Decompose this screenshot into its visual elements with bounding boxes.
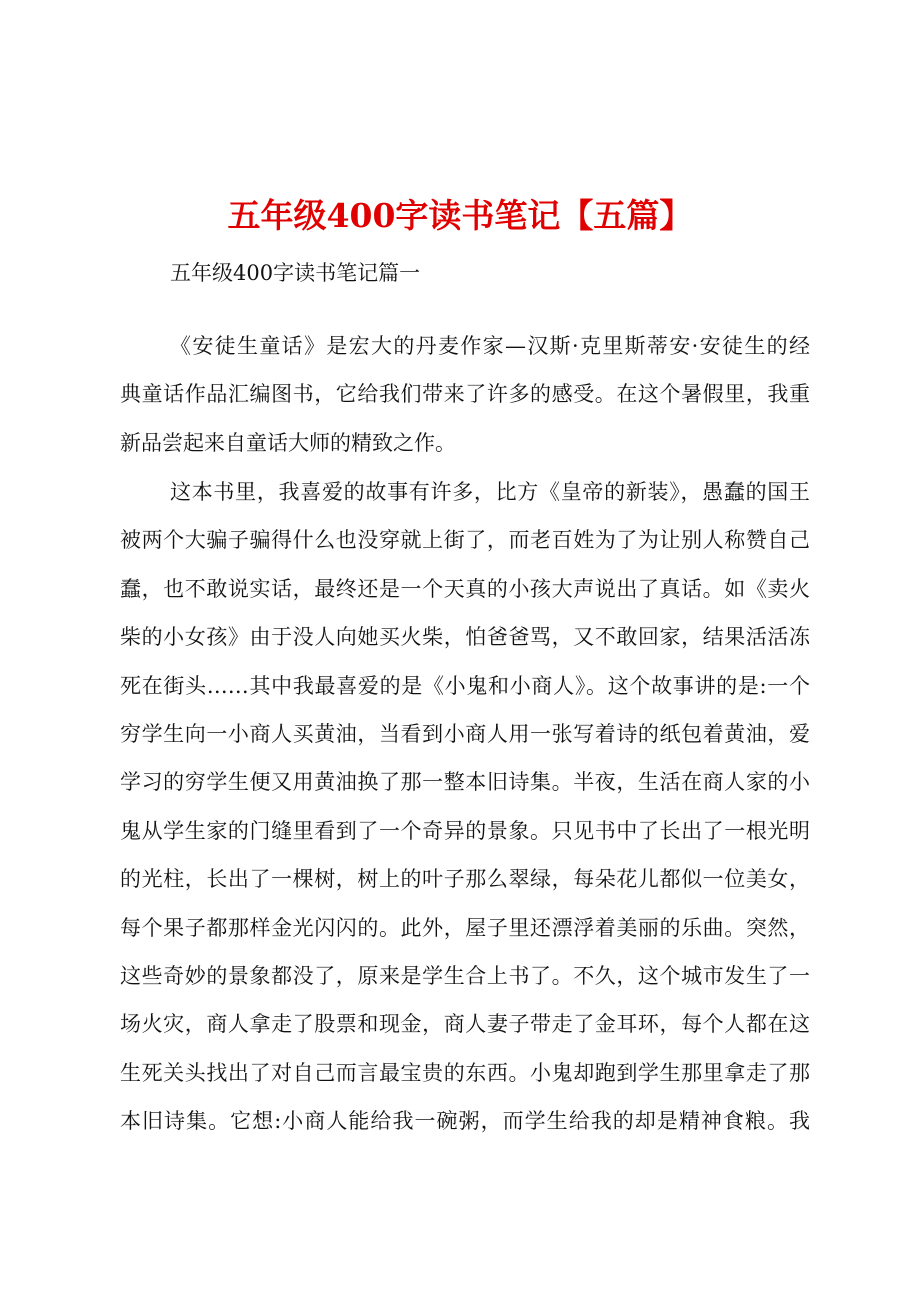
- paragraph-line: 这些奇妙的景象都没了，原来是学生合上书了。不久，这个城市发生了一: [120, 963, 810, 988]
- paragraph-2: [120, 468, 810, 1145]
- paragraph-line: 这本书里，我喜爱的故事有许多，比方《皇帝的新装》，愚蠢的国王: [170, 480, 810, 504]
- paragraph-line: 蠢，也不敢说实话，最终还是一个天真的小孩大声说出了真话。如《卖火: [120, 576, 810, 601]
- paragraph-line: 本旧诗集。它想:小商人能给我一碗粥，而学生给我的却是精神食粮。我: [120, 1109, 810, 1134]
- paragraph-line: 新品尝起来自童话大师的精致之作。: [120, 430, 456, 455]
- paragraph-line: 的光柱，长出了一棵树，树上的叶子那么翠绿，每朵花儿都似一位美女，: [120, 867, 810, 892]
- paragraph-line: 每个果子都那样金光闪闪的。此外，屋子里还漂浮着美丽的乐曲。突然，: [120, 915, 810, 940]
- paragraph-line: 学习的穷学生便又用黄油换了那一整本旧诗集。半夜，生活在商人家的小: [120, 770, 810, 795]
- document-title: 五年级400字读书笔记【五篇】: [227, 196, 693, 235]
- paragraph-line: 死在街头……其中我最喜爱的是《小鬼和小商人》。这个故事讲的是:一个: [120, 673, 810, 698]
- paragraph-line: 柴的小女孩》由于没人向她买火柴，怕爸爸骂，又不敢回家，结果活活冻: [120, 625, 810, 650]
- paragraph-line: 被两个大骗子骗得什么也没穿就上街了，而老百姓为了为让别人称赞自己: [120, 528, 810, 553]
- paragraph-line: 典童话作品汇编图书，它给我们带来了许多的感受。在这个暑假里，我重: [120, 382, 810, 407]
- paragraph-line: 场火灾，商人拿走了股票和现金，商人妻子带走了金耳环，每个人都在这: [120, 1012, 810, 1037]
- paragraph-line: 穷学生向一小商人买黄油，当看到小商人用一张写着诗的纸包着黄油，爱: [120, 721, 810, 746]
- paragraph-line: 《安徒生童话》是宏大的丹麦作家—汉斯·克里斯蒂安·安徒生的经: [170, 334, 810, 358]
- section-heading: 五年级400字读书笔记篇一: [170, 261, 421, 285]
- paragraph-line: 生死关头找出了对自己而言最宝贵的东西。小鬼却跑到学生那里拿走了那: [120, 1060, 810, 1085]
- paragraph-line: 鬼从学生家的门缝里看到了一个奇异的景象。只见书中了长出了一根光明: [120, 818, 810, 843]
- paragraph-1: [120, 322, 810, 467]
